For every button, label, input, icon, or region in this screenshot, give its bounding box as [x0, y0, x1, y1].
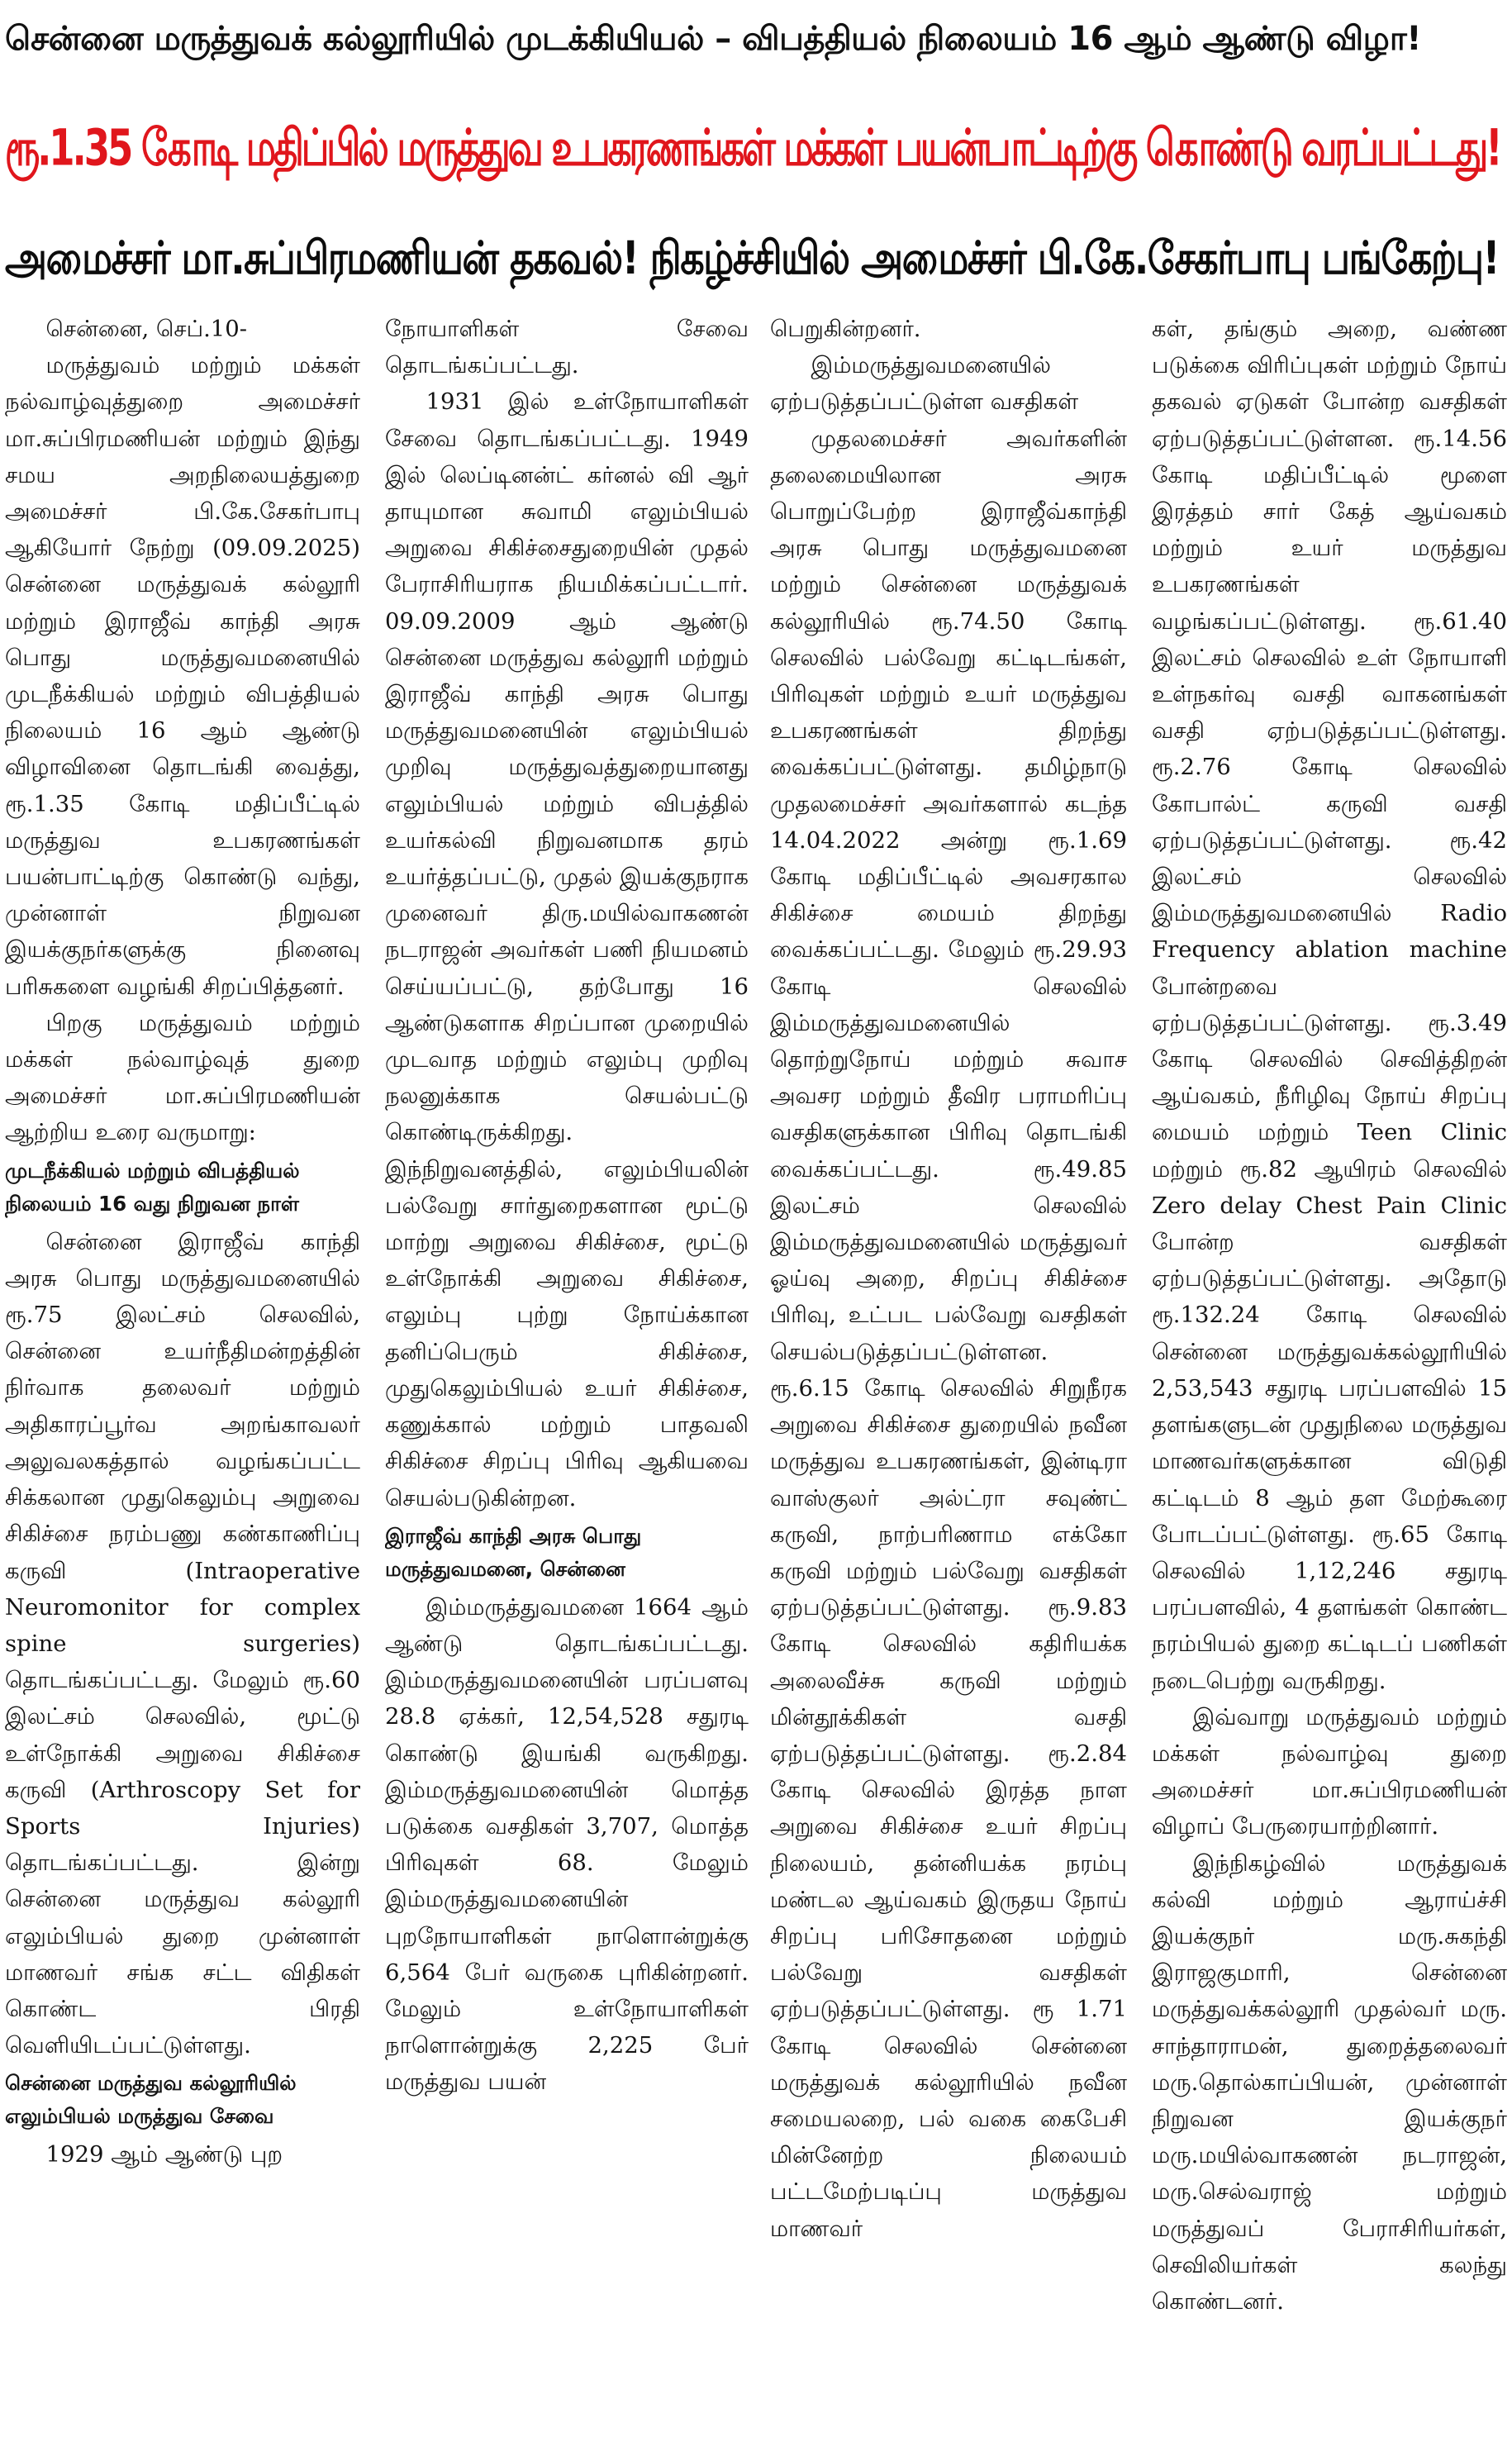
article-paragraph: இம்மருத்துவமனை 1664 ஆம் ஆண்டு தொடங்கப்பட்டது. இம்மருத்துவமனையின் பரப்பளவு 28.8 ஏக்கர், 12,54,528 சதுரடி கொண்டு இயங்கி வருகிறது. இம்மருத்துவமனையின் மொத்த படுக்கை வசதிகள் 3,707, மொத்த பிரிவுகள் 68. மேலும் இம்மருத்துவமனையின் புறநோயாளிகள் நாளொன்றுக்கு 6,564 பேர் வருகை புரிகின்றனர். மேலும் உள்நோயாளிகள் நாளொன்றுக்கு 2,225 பேர் மருத்துவ பயன்: [385, 1593, 749, 2096]
article-paragraph: பிறகு மருத்துவம் மற்றும் மக்கள் நல்வாழ்வுத் துறை அமைச்சர் மா.சுப்பிரமணியன் ஆற்றிய உரை வருமாறு:: [5, 1009, 360, 1146]
article-column-3: [770, 311, 1127, 2456]
article-paragraph: பெறுகின்றனர்.: [770, 316, 921, 342]
article-paragraph: இம்மருத்துவமனையில் ஏற்படுத்தப்பட்டுள்ள வசதிகள்: [770, 352, 1079, 416]
article-column-1: [5, 311, 360, 2456]
article-paragraph: இவ்வாறு மருத்துவம் மற்றும் மக்கள் நல்வாழ்வு துறை அமைச்சர் மா.சுப்பிரமணியன் விழாப் பேருரையாற்றினார்.: [1152, 1703, 1507, 1840]
article-paragraph: நோயாளிகள் சேவை தொடங்கப்பட்டது.: [385, 316, 749, 379]
main-headline: ரூ.1.35 கோடி மதிப்பில் மருத்துவ உபகரணங்கள் மக்கள் பயன்பாட்டிற்கு கொண்டு வரப்பட்டது!: [5, 117, 1500, 178]
article-column-2: [385, 311, 749, 2456]
section-heading: சென்னை மருத்துவ கல்லூரியில் எலும்பியல் மருத்துவ சேவை: [5, 2071, 297, 2129]
article-paragraph: மருத்துவம் மற்றும் மக்கள் நல்வாழ்வுத்துறை அமைச்சர் மா.சுப்பிரமணியன் மற்றும் இந்து சமய அறநிலையத்துறை அமைச்சர் பி.கே.சேகர்பாபு ஆகியோர் நேற்று (09.09.2025) சென்னை மருத்துவக் கல்லூரி மற்றும் இராஜீவ் காந்தி அரசு பொது மருத்துவமனையில் முடநீக்கியல் மற்றும் விபத்தியல் நிலையம் 16 ஆம் ஆண்டு விழாவினை தொடங்கி வைத்து, ரூ.1.35 கோடி மதிப்பீட்டில் மருத்துவ உபகரணங்கள் பயன்பாட்டிற்கு கொண்டு வந்து, முன்னாள் நிறுவன இயக்குநர்களுக்கு நினைவு பரிசுகளை வழங்கி சிறப்பித்தனர்.: [5, 352, 360, 1000]
article-paragraph: 1929 ஆம் ஆண்டு புற: [45, 2141, 283, 2168]
article-paragraph: சென்னை, செப்.10-: [45, 316, 248, 342]
sub-headline: அமைச்சர் மா.சுப்பிரமணியன் தகவல்! நிகழ்ச்சியில் அமைச்சர் பி.கே.சேகர்பாபு பங்கேற்பு!: [5, 231, 1500, 285]
section-heading: இராஜீவ் காந்தி அரசு பொது மருத்துவமனை, சென்னை: [385, 1523, 642, 1581]
article-paragraph: முதலமைச்சர் அவர்களின் தலைமையிலான அரசு பொறுப்பேற்ற இராஜீவ்காந்தி அரசு பொது மருத்துவமனை மற்றும் சென்னை மருத்துவக் கல்லூரியில் ரூ.74.50 கோடி செலவில் பல்வேறு கட்டிடங்கள், பிரிவுகள் மற்றும் உயர் மருத்துவ உபகரணங்கள் திறந்து வைக்கப்பட்டுள்ளது. தமிழ்நாடு முதலமைச்சர் அவர்களால் கடந்த 14.04.2022 அன்று ரூ.1.69 கோடி மதிப்பீட்டில் அவசரகால சிகிச்சை மையம் திறந்து வைக்கப்பட்டது. மேலும் ரூ.29.93 கோடி செலவில் இம்மருத்துவமனையில் தொற்றுநோய் மற்றும் சுவாச அவசர மற்றும் தீவிர பராமரிப்பு வசதிகளுக்கான பிரிவு தொடங்கி வைக்கப்பட்டது. ரூ.49.85 இலட்சம் செலவில் இம்மருத்துவமனையில் மருத்துவர் ஓய்வு அறை, சிறப்பு சிகிச்சை பிரிவு, உட்பட பல்வேறு வசதிகள் செயல்படுத்தப்பட்டுள்ளன. ரூ.6.15 கோடி செலவில் சிறுநீரக அறுவை சிகிச்சை துறையில் நவீன மருத்துவ உபகரணங்கள், இன்டிரா வாஸ்குலர் அல்ட்ரா சவுண்ட் கருவி, நாற்பரிணாம எக்கோ கருவி மற்றும் பல்வேறு வசதிகள் ஏற்படுத்தப்பட்டுள்ளது. ரூ.9.83 கோடி செலவில் கதிரியக்க அலைவீச்சு கருவி மற்றும் மின்தூக்கிகள் வசதி ஏற்படுத்தப்பட்டுள்ளது. ரூ.2.84 கோடி செலவில் இரத்த நாள அறுவை சிகிச்சை உயர் சிறப்பு நிலையம், தன்னியக்க நரம்பு மண்டல ஆய்வகம் இருதய நோய் சிறப்பு பரிசோதனை மற்றும் பல்வேறு வசதிகள் ஏற்படுத்தப்பட்டுள்ளது. ரூ 1.71 கோடி செலவில் சென்னை மருத்துவக் கல்லூரியில் நவீன சமையலறை, பல் வகை கைபேசி மின்னேற்ற நிலையம் பட்டமேற்படிப்பு மருத்துவ மாணவர்: [770, 425, 1127, 2242]
article-paragraph: சென்னை இராஜீவ் காந்தி அரசு பொது மருத்துவமனையில் ரூ.75 இலட்சம் செலவில், சென்னை உயர்நீதிமன்றத்தின் நிர்வாக தலைவர் மற்றும் அதிகாரப்பூர்வ அறங்காவலர் அலுவலகத்தால் வழங்கப்பட்ட சிக்கலான முதுகெலும்பு அறுவை சிகிச்சை நரம்பணு கண்காணிப்பு கருவி (Intraoperative Neuromonitor for complex spine surgeries) தொடங்கப்பட்டது. மேலும் ரூ.60 இலட்சம் செலவில், மூட்டு உள்நோக்கி அறுவை சிகிச்சை கருவி (Arthroscopy Set for Sports Injuries) தொடங்கப்பட்டது. இன்று சென்னை மருத்துவ கல்லூரி எலும்பியல் துறை முன்னாள் மாணவர் சங்க சட்ட விதிகள் கொண்ட பிரதி வெளியிடப்பட்டுள்ளது.: [5, 1228, 360, 2059]
article-paragraph: இந்நிகழ்வில் மருத்துவக் கல்வி மற்றும் ஆராய்ச்சி இயக்குநர் மரு.சுகந்தி இராஜகுமாரி, சென்னை மருத்துவக்கல்லூரி முதல்வர் மரு. சாந்தாராமன், துறைத்தலைவர் மரு.தொல்காப்பியன், முன்னாள் நிறுவன இயக்குநர் மரு.மயில்வாகணன் நடராஜன், மரு.செல்வராஜ் மற்றும் மருத்துவப் பேராசிரியர்கள், செவிலியர்கள் கலந்து கொண்டனர்.: [1152, 1849, 1507, 2315]
kicker-headline: சென்னை மருத்துவக் கல்லூரியில் முடக்கியியல் – விபத்தியல் நிலையம் 16 ஆம் ஆண்டு விழா!: [5, 20, 1422, 58]
article-paragraph: 1931 இல் உள்நோயாளிகள் சேவை தொடங்கப்பட்டது. 1949 இல் லெப்டினன்ட் கர்னல் வி ஆர் தாயுமான சுவாமி எலும்பியல் அறுவை சிகிச்சைதுறையின் முதல் பேராசிரியராக நியமிக்கப்பட்டார். 09.09.2009 ஆம் ஆண்டு சென்னை மருத்துவ கல்லூரி மற்றும் இராஜீவ் காந்தி அரசு பொது மருத்துவமனையின் எலும்பியல் முறிவு மருத்துவத்துறையானது எலும்பியல் மற்றும் விபத்தில் உயர்கல்வி நிறுவனமாக தரம் உயர்த்தப்பட்டு, முதல் இயக்குநராக முனைவர் திரு.மயில்வாகணன் நடராஜன் அவர்கள் பணி நியமனம் செய்யப்பட்டு, தற்போது 16 ஆண்டுகளாக சிறப்பான முறையில் முடவாத மற்றும் எலும்பு முறிவு நலனுக்காக செயல்பட்டு கொண்டிருக்கிறது. இந்நிறுவனத்தில், எலும்பியலின் பல்வேறு சார்துறைகளான மூட்டு மாற்று அறுவை சிகிச்சை, மூட்டு உள்நோக்கி அறுவை சிகிச்சை, எலும்பு புற்று நோய்க்கான தனிப்பெரும் சிகிச்சை, முதுகெலும்பியல் உயர் சிகிச்சை, கணுக்கால் மற்றும் பாதவலி சிகிச்சை சிறப்பு பிரிவு ஆகியவை செயல்படுகின்றன.: [385, 388, 749, 1511]
article-paragraph: கள், தங்கும் அறை, வண்ண படுக்கை விரிப்புகள் மற்றும் நோய் தகவல் ஏடுகள் போன்ற வசதிகள் ஏற்படுத்தப்பட்டுள்ளன. ரூ.14.56 கோடி மதிப்பீட்டில் மூளை இரத்தம் சார் கேத் ஆய்வகம் மற்றும் உயர் மருத்துவ உபகரணங்கள் வழங்கப்பட்டுள்ளது. ரூ.61.40 இலட்சம் செலவில் உள் நோயாளி உள்நகர்வு வசதி வாகனங்கள் வசதி ஏற்படுத்தப்பட்டுள்ளது. ரூ.2.76 கோடி செலவில் கோபால்ட் கருவி வசதி ஏற்படுத்தப்பட்டுள்ளது. ரூ.42 இலட்சம் செலவில் இம்மருத்துவமனையில் Radio Frequency ablation machine போன்றவை ஏற்படுத்தப்பட்டுள்ளது. ரூ.3.49 கோடி செலவில் செவித்திறன் ஆய்வகம், நீரிழிவு நோய் சிறப்பு மையம் மற்றும் Teen Clinic மற்றும் ரூ.82 ஆயிரம் செலவில் Zero delay Chest Pain Clinic போன்ற வசதிகள் ஏற்படுத்தப்பட்டுள்ளது. அதோடு ரூ.132.24 கோடி செலவில் சென்னை மருத்துவக்கல்லூரியில் 2,53,543 சதுரடி பரப்பளவில் 15 தளங்களுடன் முதுநிலை மருத்துவ மாணவர்களுக்கான விடுதி கட்டிடம் 8 ஆம் தள மேற்கூரை போடப்பட்டுள்ளது. ரூ.65 கோடி செலவில் 1,12,246 சதுரடி பரப்பளவில், 4 தளங்கள் கொண்ட நரம்பியல் துறை கட்டிடப் பணிகள் நடைபெற்று வருகிறது.: [1152, 316, 1507, 1694]
section-heading: முடநீக்கியல் மற்றும் விபத்தியல் நிலையம் 16 வது நிறுவன நாள்: [5, 1158, 300, 1216]
article-column-4: [1152, 311, 1507, 2456]
